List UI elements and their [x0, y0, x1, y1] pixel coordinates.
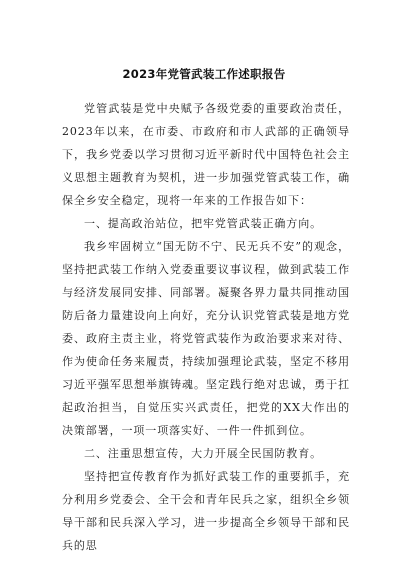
paragraph-section-1: 我乡牢固树立“国无防不宁、民无兵不安”的观念，坚持把武装工作纳入党委重要议事议程，做到武装工作与经济发展同安排、同部署。凝聚各界力量共同推动国防后备力量建设向上向好，充分认识党管武装是地方党委、政府主责主业，将党管武装作为政治要求来对待、作为使命任务来履责，持续加强理论武装，坚定不移用习近平强军思想举旗铸魂。坚定践行绝对忠诚，勇于扛起政治担当，自觉压实兴武责任，把党的XX大作出的决策部署，一项一项落实好、一件一件抓到位。	[62, 240, 350, 437]
document-body	[62, 97, 350, 557]
section-heading-2: 二、注重思想宣传，大力开展全民国防教育。	[84, 447, 322, 460]
document-title: 2023年党管武装工作述职报告	[122, 67, 286, 81]
section-heading-1: 一、提高政治站位，把牢党管武装正确方向。	[84, 217, 322, 230]
paragraph-intro: 党管武装是党中央赋予各级党委的重要政治责任，2023年以来，在市委、市政府和市人武部的正确领导下，我乡党委以学习贯彻习近平新时代中国特色社会主义思想主题教育为契机，进一步加强党管武装工作，确保全乡安全稳定，现将一年来的工作报告如下：	[62, 102, 350, 207]
paragraph-section-2: 坚持把宣传教育作为抓好武装工作的重要抓手，充分利用乡党委会、全干会和青年民兵之家，组织全乡领导干部和民兵深入学习，进一步提高全乡领导干部和民兵的思	[62, 470, 350, 552]
